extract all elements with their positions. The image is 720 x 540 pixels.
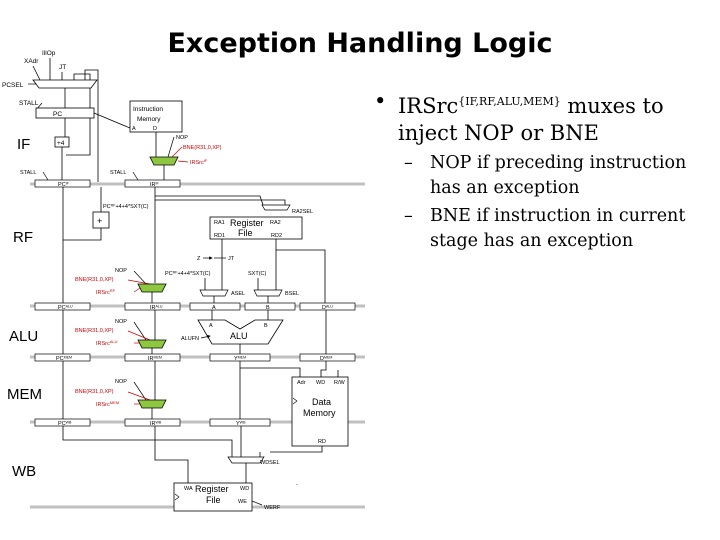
- bullet-sub-nop: – NOP if preceding instruction has an exception: [404, 153, 687, 198]
- irsrc-alu-label: IRSrc$^{ALU}$: [96, 339, 118, 347]
- irsrc-if-label: IRSrc$^{IF}$: [190, 158, 208, 166]
- y-wb-label: $Y^{WB}$: [236, 420, 246, 427]
- irsrc-mem-mux: [138, 400, 166, 408]
- branch-adder-label: +: [97, 216, 103, 226]
- stall-label-pcif: STALL: [20, 170, 37, 176]
- imem-port-a: A: [132, 126, 136, 132]
- sxt-label: SXT(C): [248, 271, 267, 277]
- irsrc-alu-mux: [138, 340, 166, 348]
- stall-label-irif: STALL: [110, 170, 127, 176]
- illop-label: IllOp: [42, 50, 56, 57]
- z-label: Z: [197, 256, 201, 262]
- dmem-line1: Data: [312, 397, 332, 407]
- irsrc-rf-mux: [138, 284, 166, 292]
- bne-label-mem: BNE(R31,0,XP): [75, 389, 114, 395]
- y-mem-label: $Y^{MEM}$: [234, 355, 247, 362]
- rf-ra2: RA2: [270, 220, 281, 226]
- dmem-rd: RD: [318, 439, 326, 445]
- d-mem-label: $D^{MEM}$: [320, 355, 333, 362]
- stage-label-alu: ALU: [9, 328, 39, 345]
- asel-mux: [200, 290, 228, 296]
- ir-alu-label: $IR^{ALU}$: [150, 304, 163, 311]
- pcsel-label: PCSEL: [2, 82, 24, 89]
- wdsel-mux: [228, 457, 264, 463]
- pc-wb-label: $PC^{WB}$: [58, 420, 72, 427]
- irsrc-rf-label: IRSrc$^{RF}$: [96, 288, 116, 296]
- wdsel-label: WDSEL: [260, 460, 280, 466]
- pc-label: PC: [53, 111, 63, 118]
- bullet-sub-bne-text: BNE if instruction in current stage has an exception: [430, 206, 686, 251]
- bullet-sub-bne: – BNE if instruction in current stage has an exception: [404, 206, 686, 251]
- pipeline-bars: [30, 181, 365, 507]
- rf-rd1: RD1: [214, 233, 226, 239]
- alu-port-b: B: [264, 323, 268, 329]
- bne-label-if: BNE(R31,0,XP): [183, 145, 222, 151]
- bsel-mux: [254, 290, 282, 296]
- imem-port-d: D: [153, 126, 157, 132]
- rf-rd2: RD2: [271, 233, 283, 239]
- stall-label-pc: STALL: [19, 100, 39, 107]
- ir-wb-label: $IR^{WB}$: [150, 420, 162, 427]
- jt-top-label: JT: [59, 64, 67, 71]
- bne-label-rf: BNE(R31,0,XP): [75, 277, 114, 283]
- rf-wb-we: WE: [238, 499, 247, 505]
- bullet-sub-nop-text: NOP if preceding instruction has an exception: [430, 153, 687, 198]
- irsrc-if-mux: [150, 157, 178, 165]
- stage-label-mem: MEM: [7, 386, 42, 403]
- pc-if-label: $PC^{IF}$: [58, 181, 69, 188]
- d-alu-label: $D^{ALU}$: [322, 304, 333, 311]
- pcsel-mux: [33, 80, 97, 88]
- bullet-main-superscript: {IF,RF,ALU,MEM}: [458, 95, 561, 108]
- alu-port-a: A: [209, 323, 213, 329]
- branch-target-label: $PC^{RF}+4+4*SXT(C)$: [103, 203, 149, 210]
- pc-register: [36, 108, 94, 118]
- dmem-rw: R/W: [334, 380, 345, 386]
- a-register-label: A: [212, 305, 216, 311]
- stray-mark: `: [296, 484, 299, 491]
- werf-label: WERF: [264, 505, 281, 511]
- bullet-main-prefix: IRSrc: [398, 94, 459, 118]
- alufn-label: ALUFN: [181, 336, 200, 342]
- asel-label: ASEL: [231, 291, 246, 297]
- register-file-wb-line2: File: [206, 495, 221, 505]
- instruction-memory-line1: Instruction: [133, 106, 163, 113]
- dmem-wd: WD: [316, 380, 326, 386]
- stage-label-wb: WB: [12, 463, 37, 480]
- ra2sel-mux: [262, 205, 290, 210]
- bsel-label: BSEL: [285, 291, 300, 297]
- rf-ra1: RA1: [214, 220, 225, 226]
- bullet-main: • IRSrc$^{\{IF,RF,ALU,MEM\}}$ muxes to inject NOP or BNE: [374, 89, 664, 145]
- asel-input-label: $PC^{RF}+4+4*SXT(C)$: [165, 270, 211, 277]
- b-register: [245, 303, 295, 310]
- bullet-list: [372, 88, 702, 253]
- register-file-rf-line2: File: [238, 228, 253, 238]
- instruction-memory-line2: Memory: [137, 116, 161, 123]
- b-register-label: B: [266, 305, 270, 311]
- slide-title: Exception Handling Logic: [167, 28, 553, 59]
- register-file-wb-line1: Register: [195, 484, 229, 494]
- irsrc-mem-label: IRSrc$^{MEM}$: [96, 400, 120, 408]
- register-file-rf-line1: Register: [230, 218, 264, 228]
- ir-mem-label: $IR^{MEM}$: [148, 355, 162, 362]
- bne-label-alu: BNE(R31,0,XP): [75, 328, 114, 334]
- nop-label-mem: NOP: [115, 379, 127, 385]
- stage-label-rf: RF: [13, 229, 33, 246]
- alu-label: ALU: [230, 331, 248, 341]
- nop-label-rf: NOP: [115, 268, 127, 274]
- pc-mem-label: $PC^{MEM}$: [56, 355, 73, 362]
- nop-label-alu: NOP: [115, 319, 127, 325]
- dmem-adr: Adr: [297, 380, 306, 386]
- rf-wb-wa: WA: [184, 486, 193, 492]
- ir-if-label: $IR^{IF}$: [150, 181, 159, 188]
- jt-label: JT: [228, 256, 235, 262]
- pc-alu-label: $PC^{ALU}$: [58, 304, 73, 311]
- ra2sel-label: RA2SEL: [292, 209, 314, 215]
- stage-label-if: IF: [17, 136, 31, 153]
- nop-label-if: NOP: [176, 135, 188, 141]
- rf-wb-wd: WD: [240, 486, 250, 492]
- dmem-line2: Memory: [303, 408, 336, 418]
- plus4-label: +4: [57, 140, 65, 147]
- bullet-main-suffix: muxes to inject NOP or BNE: [398, 94, 664, 145]
- xadr-label: XAdr: [24, 58, 39, 65]
